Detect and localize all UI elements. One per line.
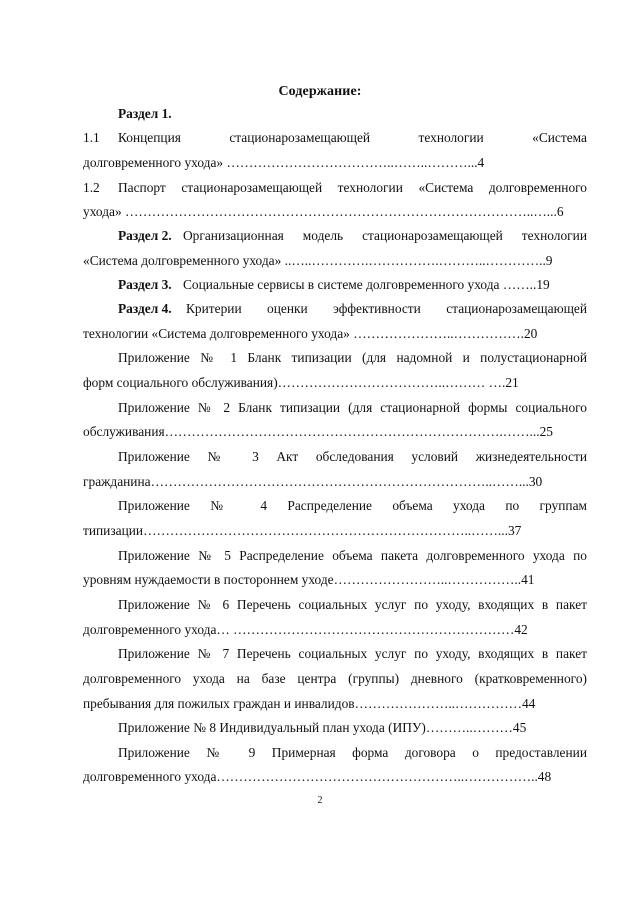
toc-appendix-9-leader: долговременного ухода………………………………………………..……………..48 xyxy=(83,769,552,784)
toc-appendix-5-leader: уровням нуждаемости в постороннем уходе……………………..……………..41 xyxy=(83,572,535,587)
toc-section-4-title: Критерии оценки эффективности стационарозамещающей xyxy=(186,301,587,316)
toc-1-2-leader: ухода» ………………………………………………………………………………..…...6 xyxy=(83,204,564,219)
toc-appendix-5-title: Приложение № 5 Распределение объема пакета долговременного ухода по xyxy=(118,548,587,563)
toc-1-1-number: 1.1 xyxy=(83,130,100,145)
toc-section-4-label: Раздел 4. xyxy=(118,301,172,316)
toc-section-3-label: Раздел 3. xyxy=(118,277,172,292)
toc-appendix-7-continuation: долговременного ухода на базе центра (группы) дневного (кратковременного) xyxy=(83,671,587,686)
toc-1-2-number: 1.2 xyxy=(83,180,100,195)
toc-appendix-1-title: Приложение № 1 Бланк типизации (для надомной и полустационарной xyxy=(118,350,587,365)
toc-appendix-2-title: Приложение № 2 Бланк типизации (для стационарной формы социального xyxy=(118,400,587,415)
toc-appendix-2-leader: обслуживания………………………………………………………………….……...25 xyxy=(83,424,553,439)
section-1-heading: Раздел 1. xyxy=(118,106,172,121)
toc-appendix-4-leader: типизации………………………………………………………………..……...37 xyxy=(83,523,522,538)
toc-section-3-title: Социальные сервисы в системе долговременного ухода ……..19 xyxy=(183,277,550,292)
toc-appendix-8-title: Приложение № 8 Индивидуальный план ухода (ИПУ)………..………45 xyxy=(118,720,527,735)
toc-appendix-9-title: Приложение № 9 Примерная форма договора о предоставлении xyxy=(118,745,587,760)
toc-section-2-label: Раздел 2. xyxy=(118,228,172,243)
toc-section-2-leader: «Система долговременного ухода» ..…..………….…………….………..…………..9 xyxy=(83,253,553,268)
page-number: 2 xyxy=(317,795,323,806)
toc-appendix-3-leader: гражданина…………………………………………………………………..……...30 xyxy=(83,474,543,489)
toc-appendix-4-title: Приложение № 4 Распределение объема ухода по группам xyxy=(118,498,587,513)
toc-appendix-6-title: Приложение № 6 Перечень социальных услуг по уходу, входящих в пакет xyxy=(118,597,587,612)
toc-section-4-leader: технологии «Система долговременного ухода» …………………..…………….20 xyxy=(83,326,538,341)
toc-1-1-leader: долговременного ухода» ………………………………..……..………...4 xyxy=(83,155,485,170)
toc-1-2-title: Паспорт стационарозамещающей технологии «Система долговременного xyxy=(118,180,587,195)
toc-appendix-7-title: Приложение № 7 Перечень социальных услуг по уходу, входящих в пакет xyxy=(118,646,587,661)
page-title: Содержание: xyxy=(278,84,362,99)
toc-appendix-3-title: Приложение № 3 Акт обследования условий жизнедеятельности xyxy=(118,449,587,464)
toc-appendix-7-leader: пребывания для пожилых граждан и инвалидов…………………..……………44 xyxy=(83,696,536,711)
toc-appendix-6-leader: долговременного ухода… ………………………………………………………42 xyxy=(83,622,528,637)
toc-1-1-title: Концепция стационарозамещающей технологии «Система xyxy=(118,130,587,145)
toc-section-2-title: Организационная модель стационарозамещающей технологии xyxy=(183,228,587,243)
toc-appendix-1-leader: форм социального обслуживания)………………………………..……… ….21 xyxy=(83,375,519,390)
